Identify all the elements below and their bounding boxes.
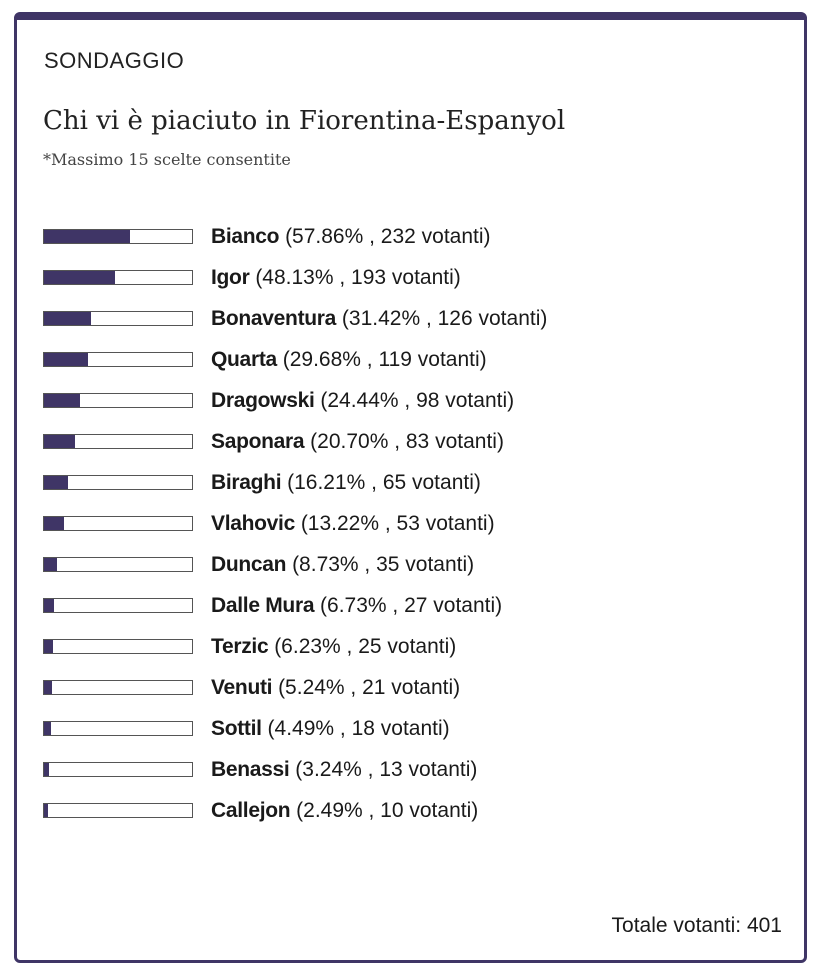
- poll-bar-track: [43, 639, 193, 654]
- total-voters-label: Totale votanti:: [611, 914, 742, 937]
- poll-card: [14, 12, 807, 963]
- poll-bar-fill: [44, 804, 48, 817]
- poll-option-detail: (13.22% , 53 votanti): [300, 511, 495, 535]
- poll-row: [43, 626, 547, 667]
- poll-row-text: [211, 717, 450, 741]
- poll-row-text: [211, 635, 456, 659]
- poll-results-list: [43, 216, 547, 831]
- poll-subtitle: *Massimo 15 scelte consentite: [43, 150, 291, 169]
- poll-row-text: [211, 676, 460, 700]
- poll-option-detail: (2.49% , 10 votanti): [296, 798, 479, 822]
- poll-bar-fill: [44, 640, 53, 653]
- poll-bar-fill: [44, 517, 64, 530]
- poll-option-name: Igor: [211, 265, 250, 289]
- poll-bar-fill: [44, 353, 88, 366]
- poll-option-name: Bonaventura: [211, 306, 337, 330]
- poll-row-text: [211, 389, 514, 413]
- poll-row-text: [211, 512, 495, 536]
- poll-option-name: Saponara: [211, 429, 305, 453]
- poll-bar-track: [43, 352, 193, 367]
- poll-bar-track: [43, 762, 193, 777]
- poll-option-detail: (20.70% , 83 votanti): [310, 429, 504, 453]
- poll-row-text: [211, 594, 502, 618]
- poll-option-detail: (4.49% , 18 votanti): [267, 716, 450, 740]
- poll-bar-track: [43, 803, 193, 818]
- poll-row-text: [211, 471, 481, 495]
- poll-option-detail: (24.44% , 98 votanti): [320, 388, 515, 412]
- total-voters-value: 401: [746, 914, 782, 937]
- poll-row-text: [211, 348, 487, 372]
- poll-bar-fill: [44, 271, 115, 284]
- poll-option-detail: (57.86% , 232 votanti): [285, 224, 491, 248]
- poll-option-name: Quarta: [211, 347, 277, 371]
- poll-option-detail: (48.13% , 193 votanti): [255, 265, 461, 289]
- poll-option-detail: (8.73% , 35 votanti): [292, 552, 475, 576]
- poll-option-name: Venuti: [211, 675, 273, 699]
- poll-row-text: [211, 799, 478, 823]
- poll-option-detail: (6.73% , 27 votanti): [320, 593, 503, 617]
- poll-option-name: Dragowski: [211, 388, 315, 412]
- poll-row: [43, 708, 547, 749]
- poll-option-detail: (3.24% , 13 votanti): [295, 757, 478, 781]
- poll-option-name: Vlahovic: [211, 511, 295, 535]
- poll-bar-fill: [44, 435, 75, 448]
- poll-option-name: Sottil: [211, 716, 262, 740]
- poll-option-detail: (5.24% , 21 votanti): [278, 675, 461, 699]
- poll-option-name: Dalle Mura: [211, 593, 315, 617]
- poll-bar-fill: [44, 230, 130, 243]
- poll-option-name: Callejon: [211, 798, 291, 822]
- poll-option-detail: (16.21% , 65 votanti): [287, 470, 481, 494]
- poll-bar-track: [43, 680, 193, 695]
- poll-bar-fill: [44, 722, 51, 735]
- poll-option-name: Benassi: [211, 757, 290, 781]
- poll-bar-track: [43, 229, 193, 244]
- poll-bar-fill: [44, 394, 80, 407]
- poll-row: [43, 380, 547, 421]
- poll-row: [43, 462, 547, 503]
- poll-row-text: [211, 758, 477, 782]
- poll-row: [43, 790, 547, 831]
- poll-option-name: Terzic: [211, 634, 269, 658]
- poll-row: [43, 339, 547, 380]
- poll-row: [43, 667, 547, 708]
- poll-bar-track: [43, 311, 193, 326]
- poll-row-text: [211, 430, 504, 454]
- poll-row: [43, 298, 547, 339]
- poll-row: [43, 421, 547, 462]
- poll-bar-track: [43, 557, 193, 572]
- poll-row-text: [211, 553, 474, 577]
- poll-row-text: [211, 266, 461, 290]
- poll-bar-fill: [44, 312, 91, 325]
- poll-bar-fill: [44, 763, 49, 776]
- poll-row-text: [211, 307, 547, 331]
- poll-bar-track: [43, 270, 193, 285]
- poll-bar-fill: [44, 599, 54, 612]
- poll-bar-fill: [44, 681, 52, 694]
- poll-row: [43, 503, 547, 544]
- poll-label: SONDAGGIO: [44, 48, 185, 73]
- poll-row: [43, 257, 547, 298]
- poll-option-name: Duncan: [211, 552, 287, 576]
- poll-row-text: [211, 225, 491, 249]
- poll-title: Chi vi è piaciuto in Fiorentina-Espanyol: [43, 106, 566, 136]
- poll-row: [43, 585, 547, 626]
- poll-bar-track: [43, 598, 193, 613]
- total-voters: [612, 914, 782, 938]
- poll-bar-track: [43, 721, 193, 736]
- poll-row: [43, 749, 547, 790]
- poll-row: [43, 544, 547, 585]
- poll-row: [43, 216, 547, 257]
- poll-bar-fill: [44, 476, 68, 489]
- poll-option-detail: (6.23% , 25 votanti): [274, 634, 457, 658]
- poll-bar-track: [43, 516, 193, 531]
- poll-option-name: Biraghi: [211, 470, 282, 494]
- poll-bar-track: [43, 434, 193, 449]
- poll-option-detail: (31.42% , 126 votanti): [341, 306, 548, 330]
- poll-bar-track: [43, 475, 193, 490]
- poll-bar-fill: [44, 558, 57, 571]
- poll-bar-track: [43, 393, 193, 408]
- poll-option-detail: (29.68% , 119 votanti): [282, 347, 487, 371]
- poll-option-name: Bianco: [211, 224, 280, 248]
